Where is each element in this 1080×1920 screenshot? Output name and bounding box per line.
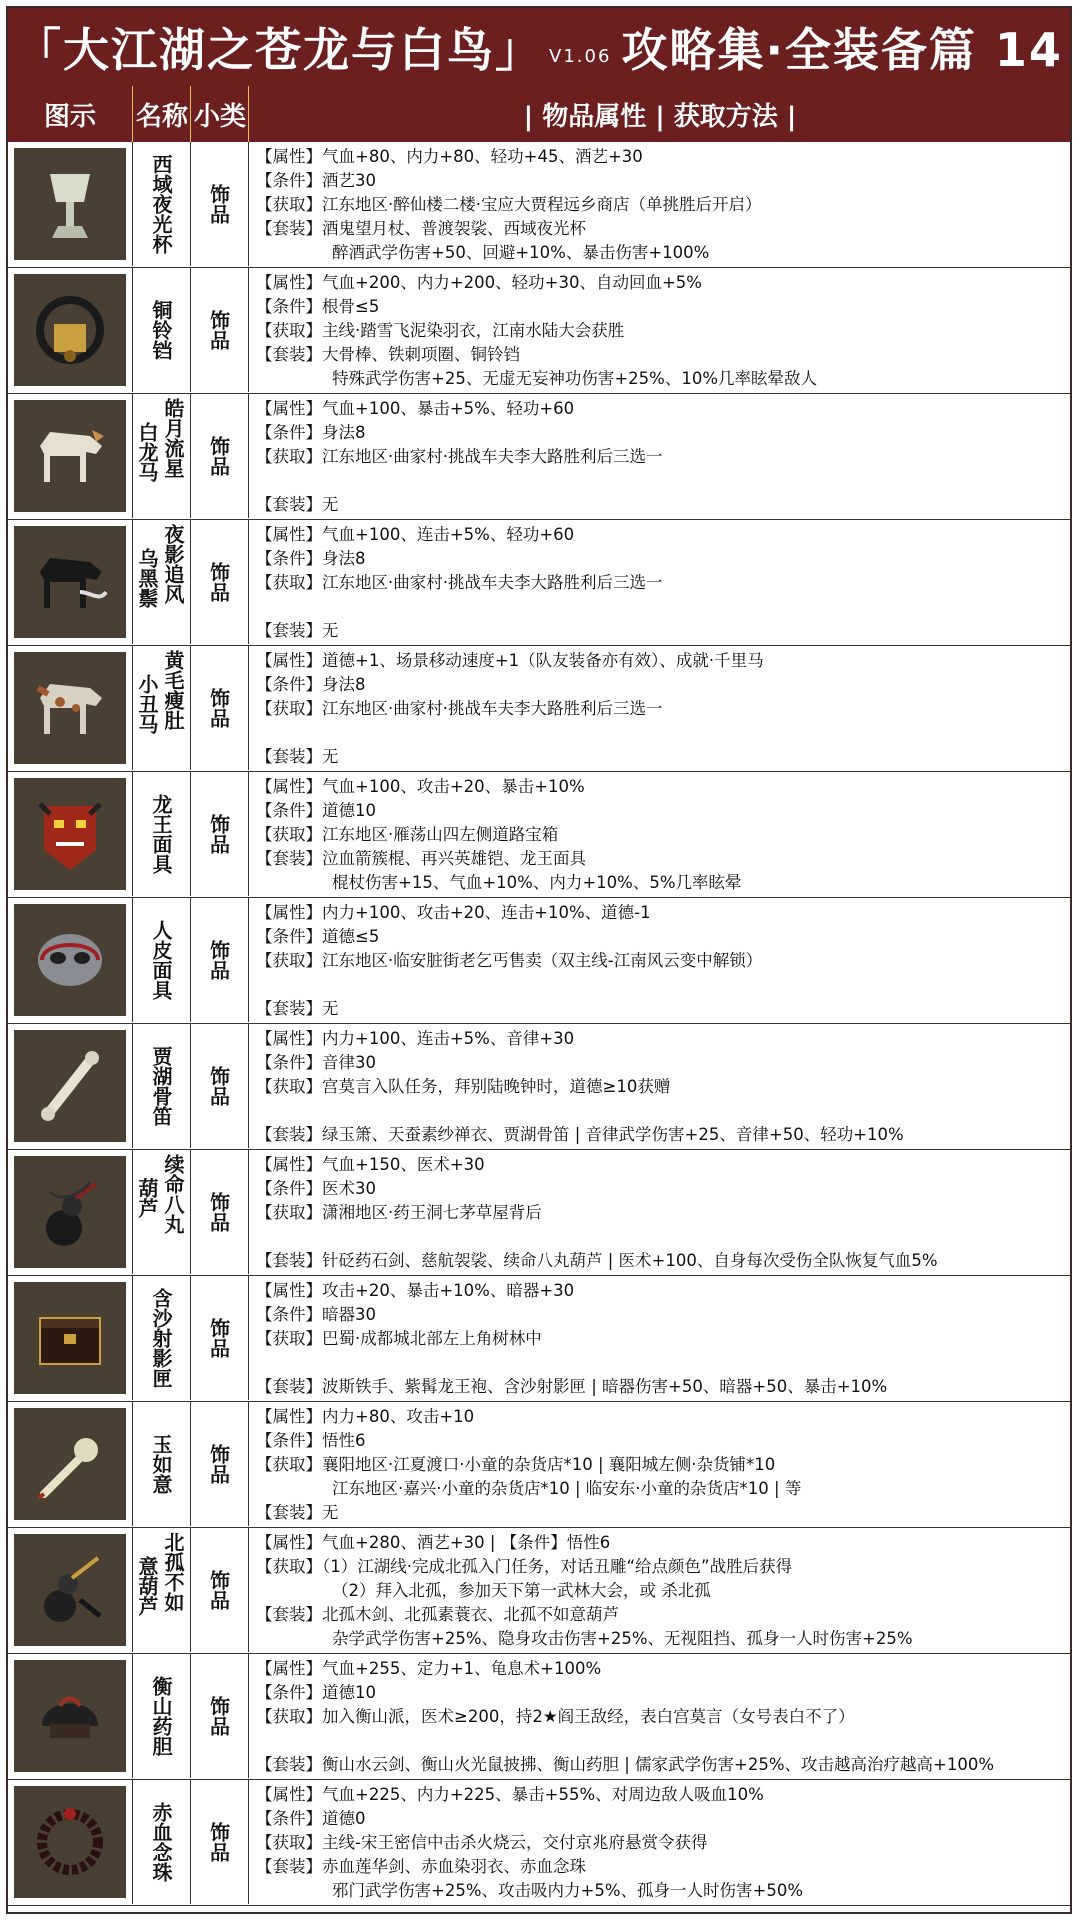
item-name: 赤血念珠 bbox=[149, 1802, 173, 1882]
attribute-line: 【套装】波斯铁手、紫髯龙王袍、含沙射影匣 | 暗器伤害+50、暗器+50、暴击+10% bbox=[256, 1377, 888, 1396]
item-category-cell bbox=[190, 1150, 249, 1274]
attribute-line: 【获取】江东地区·雁荡山四左侧道路宝箱 bbox=[256, 825, 559, 844]
item-category: 饰品 bbox=[206, 562, 231, 602]
attribute-line: 【属性】气血+150、医术+30 bbox=[256, 1155, 485, 1174]
attribute-line: 【获取】巴蜀·成都城北部左上角树林中 bbox=[256, 1329, 542, 1348]
item-attributes-cell bbox=[256, 1279, 1066, 1399]
item-name: 含沙射影匣 bbox=[149, 1288, 173, 1388]
attribute-line: 【条件】暗器30 bbox=[256, 1305, 376, 1324]
attribute-line: 【获取】江东地区·曲家村·挑战车夫李大路胜利后三选一 bbox=[256, 573, 663, 592]
column-header-attributes: | 物品属性 | 获取方法 | bbox=[248, 86, 1071, 142]
attribute-line bbox=[256, 1099, 1066, 1123]
item-name-cell bbox=[132, 1024, 191, 1148]
item-category: 饰品 bbox=[206, 814, 231, 854]
table-row bbox=[8, 268, 1070, 394]
item-name: 贾湖骨笛 bbox=[149, 1046, 173, 1126]
item-attributes-cell bbox=[256, 649, 1066, 769]
item-name-sub: 乌黑鬃 bbox=[135, 548, 159, 608]
item-attributes-cell bbox=[256, 1657, 1066, 1777]
item-category-cell bbox=[190, 1024, 249, 1148]
item-category-cell bbox=[190, 142, 249, 266]
item-category: 饰品 bbox=[206, 1318, 231, 1358]
item-image-cell bbox=[8, 898, 133, 1022]
attribute-line: 【套装】大骨棒、铁刺项圈、铜铃铛 bbox=[256, 345, 520, 364]
item-category: 饰品 bbox=[206, 1570, 231, 1610]
item-name-cell bbox=[132, 898, 191, 1022]
item-attributes-cell bbox=[256, 271, 1066, 391]
table-row bbox=[8, 772, 1070, 898]
white-horse-icon bbox=[14, 400, 126, 512]
attribute-line: 【属性】内力+100、攻击+20、连击+10%、道德-1 bbox=[256, 903, 651, 922]
item-name: 夜影追风 bbox=[161, 524, 185, 604]
attribute-line: 【获取】襄阳地区·江夏渡口·小童的杂货店*10 | 襄阳城左侧·杂货铺*10 bbox=[256, 1455, 776, 1474]
item-image-cell bbox=[8, 142, 133, 266]
column-header-name: 名称 bbox=[132, 86, 191, 142]
spotted-horse-icon bbox=[14, 652, 126, 764]
item-name-cell bbox=[132, 1528, 191, 1652]
attribute-line: 【条件】道德10 bbox=[256, 1683, 376, 1702]
table-row bbox=[8, 1150, 1070, 1276]
attribute-line: （2）拜入北孤，参加天下第一武林大会，或 杀北孤 bbox=[332, 1581, 711, 1600]
attribute-line: 【属性】道德+1、场景移动速度+1（队友装备亦有效）、成就·千里马 bbox=[256, 651, 764, 670]
item-attributes-cell bbox=[256, 397, 1066, 517]
item-name-cell bbox=[132, 1654, 191, 1778]
table-row bbox=[8, 1654, 1070, 1780]
item-attributes-cell bbox=[256, 1405, 1066, 1525]
item-image-cell bbox=[8, 268, 133, 392]
attribute-line: 【获取】潇湘地区·药王洞七茅草屋背后 bbox=[256, 1203, 542, 1222]
table-row bbox=[8, 520, 1070, 646]
attribute-line: 【获取】主线-宋王密信中击杀火烧云，交付京兆府悬赏令获得 bbox=[256, 1833, 708, 1852]
wine-gourd-icon bbox=[14, 1534, 126, 1646]
attribute-line: 【获取】宫莫言入队任务，拜别陆晚钟时，道德≥10获赠 bbox=[256, 1077, 671, 1096]
item-name: 皓月流星 bbox=[161, 398, 185, 478]
item-image-cell bbox=[8, 520, 133, 644]
attribute-line: 【获取】（1）江湖线·完成北孤入门任务，对话丑雕“给点颜色”战胜后获得 bbox=[256, 1557, 793, 1576]
attribute-line: 【条件】道德0 bbox=[256, 1809, 366, 1828]
attribute-line: 【套装】绿玉箫、天蚕素纱禅衣、贾湖骨笛 | 音律武学伤害+25、音律+50、轻功+10% bbox=[256, 1125, 904, 1144]
attribute-line: 【属性】气血+280、酒艺+30 | 【条件】悟性6 bbox=[256, 1533, 611, 1552]
item-category: 饰品 bbox=[206, 1192, 231, 1232]
item-name-sub: 白龙马 bbox=[135, 422, 159, 482]
item-attributes-cell bbox=[256, 1027, 1066, 1147]
item-name-cell bbox=[132, 1276, 191, 1400]
prayer-beads-icon bbox=[14, 1786, 126, 1898]
item-name: 西域夜光杯 bbox=[149, 154, 173, 254]
item-name-sub: 意葫芦 bbox=[135, 1556, 159, 1616]
dragon-mask-icon bbox=[14, 778, 126, 890]
attribute-line: 邪门武学伤害+25%、攻击吸内力+5%、孤身一人时伤害+50% bbox=[332, 1881, 803, 1900]
item-category: 饰品 bbox=[206, 436, 231, 476]
item-name-cell bbox=[132, 1150, 191, 1274]
gourd-icon bbox=[14, 1156, 126, 1268]
item-category-cell bbox=[190, 1654, 249, 1778]
table-row bbox=[8, 1402, 1070, 1528]
item-category-cell bbox=[190, 1780, 249, 1904]
item-category-cell bbox=[190, 1402, 249, 1526]
item-name-cell bbox=[132, 268, 191, 392]
column-header-image: 图示 bbox=[43, 101, 96, 132]
item-attributes-cell bbox=[256, 1783, 1066, 1903]
attribute-line: 【获取】江东地区·醉仙楼二楼·宝应大贾程远乡商店（单挑胜后开启） bbox=[256, 195, 762, 214]
item-name-sub: 葫芦 bbox=[135, 1178, 159, 1218]
attribute-line: 【套装】赤血莲华剑、赤血染羽衣、赤血念珠 bbox=[256, 1857, 586, 1876]
attribute-line: 【属性】内力+100、连击+5%、音律+30 bbox=[256, 1029, 575, 1048]
skin-mask-icon bbox=[14, 904, 126, 1016]
item-name: 玉如意 bbox=[149, 1434, 173, 1494]
attribute-line: 【条件】酒艺30 bbox=[256, 171, 376, 190]
item-category: 饰品 bbox=[206, 940, 231, 980]
item-name-cell bbox=[132, 1402, 191, 1526]
item-category-cell bbox=[190, 394, 249, 518]
item-image-cell bbox=[8, 1150, 133, 1274]
attribute-line: 杂学武学伤害+25%、隐身攻击伤害+25%、无视阻挡、孤身一人时伤害+25% bbox=[332, 1629, 913, 1648]
attribute-line: 【条件】悟性6 bbox=[256, 1431, 366, 1450]
guide-subtitle: 攻略集·全装备篇 14 bbox=[621, 23, 1063, 77]
attribute-line: 【获取】江东地区·曲家村·挑战车夫李大路胜利后三选一 bbox=[256, 699, 663, 718]
table-row bbox=[8, 142, 1070, 268]
attribute-line bbox=[256, 973, 1066, 997]
item-category: 饰品 bbox=[206, 1696, 231, 1736]
item-name-cell bbox=[132, 772, 191, 896]
attribute-line: 【套装】无 bbox=[256, 747, 339, 766]
item-name: 北孤不如 bbox=[161, 1532, 185, 1612]
item-name: 黄毛瘦肚 bbox=[161, 650, 185, 730]
item-attributes-cell bbox=[256, 901, 1066, 1021]
attribute-line: 【条件】医术30 bbox=[256, 1179, 376, 1198]
attribute-line bbox=[256, 1729, 1066, 1753]
item-name: 人皮面具 bbox=[149, 920, 173, 1000]
item-category-cell bbox=[190, 1276, 249, 1400]
attribute-line: 【套装】泣血箭簇棍、再兴英雄铠、龙王面具 bbox=[256, 849, 586, 868]
item-category-cell bbox=[190, 898, 249, 1022]
item-image-cell bbox=[8, 1402, 133, 1526]
attribute-line: 【条件】身法8 bbox=[256, 549, 366, 568]
attribute-line: 【套装】酒鬼望月杖、普渡袈裟、西域夜光杯 bbox=[256, 219, 586, 238]
table-row bbox=[8, 1024, 1070, 1150]
item-name-cell bbox=[132, 142, 191, 266]
black-horse-icon bbox=[14, 526, 126, 638]
table-row bbox=[8, 898, 1070, 1024]
attribute-line: 【套装】无 bbox=[256, 495, 339, 514]
item-name: 衡山药胆 bbox=[149, 1676, 173, 1756]
attribute-line bbox=[256, 721, 1066, 745]
table-row bbox=[8, 1780, 1070, 1906]
item-image-cell bbox=[8, 1276, 133, 1400]
attribute-line: 【属性】气血+255、定力+1、龟息术+100% bbox=[256, 1659, 602, 1678]
attribute-line: 【套装】无 bbox=[256, 999, 339, 1018]
attribute-line: 醉酒武学伤害+50、回避+10%、暴击伤害+100% bbox=[332, 243, 710, 262]
item-image-cell bbox=[8, 1528, 133, 1652]
bell-icon bbox=[14, 274, 126, 386]
attribute-line: 【属性】气血+100、连击+5%、轻功+60 bbox=[256, 525, 575, 544]
attribute-line: 【条件】根骨≤5 bbox=[256, 297, 380, 316]
item-attributes-cell bbox=[256, 775, 1066, 895]
bone-flute-icon bbox=[14, 1030, 126, 1142]
item-category-cell bbox=[190, 646, 249, 770]
item-name-cell bbox=[132, 394, 191, 518]
attribute-line: 【条件】身法8 bbox=[256, 423, 366, 442]
item-name-cell bbox=[132, 520, 191, 644]
attribute-line: 【属性】内力+80、攻击+10 bbox=[256, 1407, 475, 1426]
attribute-line: 【获取】江东地区·曲家村·挑战车夫李大路胜利后三选一 bbox=[256, 447, 663, 466]
attribute-line: 【属性】气血+100、暴击+5%、轻功+60 bbox=[256, 399, 575, 418]
item-attributes-cell bbox=[256, 523, 1066, 643]
attribute-line: 【套装】无 bbox=[256, 1503, 339, 1522]
attribute-line: 【条件】道德≤5 bbox=[256, 927, 380, 946]
item-image-cell bbox=[8, 1654, 133, 1778]
attribute-line: 【获取】江东地区·临安脏街老乞丐售卖（双主线-江南风云变中解锁） bbox=[256, 951, 763, 970]
attribute-line: 【条件】道德10 bbox=[256, 801, 376, 820]
item-name-cell bbox=[132, 1780, 191, 1904]
attribute-line: 【套装】无 bbox=[256, 621, 339, 640]
item-category-cell bbox=[190, 520, 249, 644]
item-name: 龙王面具 bbox=[149, 794, 173, 874]
item-category: 饰品 bbox=[206, 688, 231, 728]
medicine-gall-icon bbox=[14, 1660, 126, 1772]
attribute-line: 特殊武学伤害+25、无虚无妄神功伤害+25%、10%几率眩晕敌人 bbox=[332, 369, 817, 388]
attribute-line: 【属性】气血+200、内力+200、轻功+30、自动回血+5% bbox=[256, 273, 702, 292]
attribute-line bbox=[256, 595, 1066, 619]
table-row bbox=[8, 646, 1070, 772]
item-attributes-cell bbox=[256, 145, 1066, 265]
item-category: 饰品 bbox=[206, 1066, 231, 1106]
item-image-cell bbox=[8, 772, 133, 896]
item-image-cell bbox=[8, 646, 133, 770]
attribute-line: 【套装】衡山水云剑、衡山火光鼠披拂、衡山药胆 | 儒家武学伤害+25%、攻击越高治疗越高+100% bbox=[256, 1755, 995, 1774]
game-title: 「大江湖之苍龙与白鸟」 bbox=[15, 23, 544, 77]
attribute-line: 【条件】身法8 bbox=[256, 675, 366, 694]
table-header bbox=[8, 86, 1070, 142]
attribute-line: 【套装】针砭药石剑、慈航袈裟、续命八丸葫芦 | 医术+100、自身每次受伤全队恢复气血5% bbox=[256, 1251, 938, 1270]
item-name-cell bbox=[132, 646, 191, 770]
attribute-line bbox=[256, 1225, 1066, 1249]
attribute-line: 【属性】攻击+20、暴击+10%、暗器+30 bbox=[256, 1281, 575, 1300]
item-name: 续命八丸 bbox=[161, 1154, 185, 1234]
attribute-line: 棍杖伤害+15、气血+10%、内力+10%、5%几率眩晕 bbox=[332, 873, 742, 892]
attribute-line: 【条件】音律30 bbox=[256, 1053, 376, 1072]
version-label: V1.06 bbox=[549, 45, 612, 67]
item-name: 铜铃铛 bbox=[149, 300, 173, 360]
item-category: 饰品 bbox=[206, 1444, 231, 1484]
item-category: 饰品 bbox=[206, 310, 231, 350]
item-image-cell bbox=[8, 394, 133, 518]
attribute-line: 【属性】气血+225、内力+225、暴击+55%、对周边敌人吸血10% bbox=[256, 1785, 764, 1804]
box-icon bbox=[14, 1282, 126, 1394]
table-row bbox=[8, 1528, 1070, 1654]
item-category: 饰品 bbox=[206, 184, 231, 224]
attribute-line: 【属性】气血+100、攻击+20、暴击+10% bbox=[256, 777, 585, 796]
item-image-cell bbox=[8, 1024, 133, 1148]
item-category: 饰品 bbox=[206, 1822, 231, 1862]
item-attributes-cell bbox=[256, 1531, 1066, 1651]
attribute-line bbox=[256, 469, 1066, 493]
goblet-icon bbox=[14, 148, 126, 260]
guide-page bbox=[6, 6, 1072, 1914]
item-category-cell bbox=[190, 268, 249, 392]
attribute-line bbox=[256, 1351, 1066, 1375]
title-bar bbox=[8, 8, 1070, 86]
item-category-cell bbox=[190, 1528, 249, 1652]
attribute-line: 【获取】加入衡山派，医术≥200，持2★阎王敌经，表白宫莫言（女号表白不了） bbox=[256, 1707, 855, 1726]
table-row bbox=[8, 1276, 1070, 1402]
item-image-cell bbox=[8, 1780, 133, 1904]
attribute-line: 【获取】主线·踏雪飞泥染羽衣，江南水陆大会获胜 bbox=[256, 321, 625, 340]
item-attributes-cell bbox=[256, 1153, 1066, 1273]
attribute-line: 江东地区·嘉兴·小童的杂货店*10 | 临安东·小童的杂货店*10 | 等 bbox=[332, 1479, 802, 1498]
item-name-sub: 小丑马 bbox=[135, 674, 159, 734]
column-header-category: 小类 bbox=[190, 86, 249, 142]
item-category-cell bbox=[190, 772, 249, 896]
attribute-line: 【套装】北孤木剑、北孤素蓑衣、北孤不如意葫芦 bbox=[256, 1605, 619, 1624]
ruyi-icon bbox=[14, 1408, 126, 1520]
table-row bbox=[8, 394, 1070, 520]
attribute-line: 【属性】气血+80、内力+80、轻功+45、酒艺+30 bbox=[256, 147, 643, 166]
